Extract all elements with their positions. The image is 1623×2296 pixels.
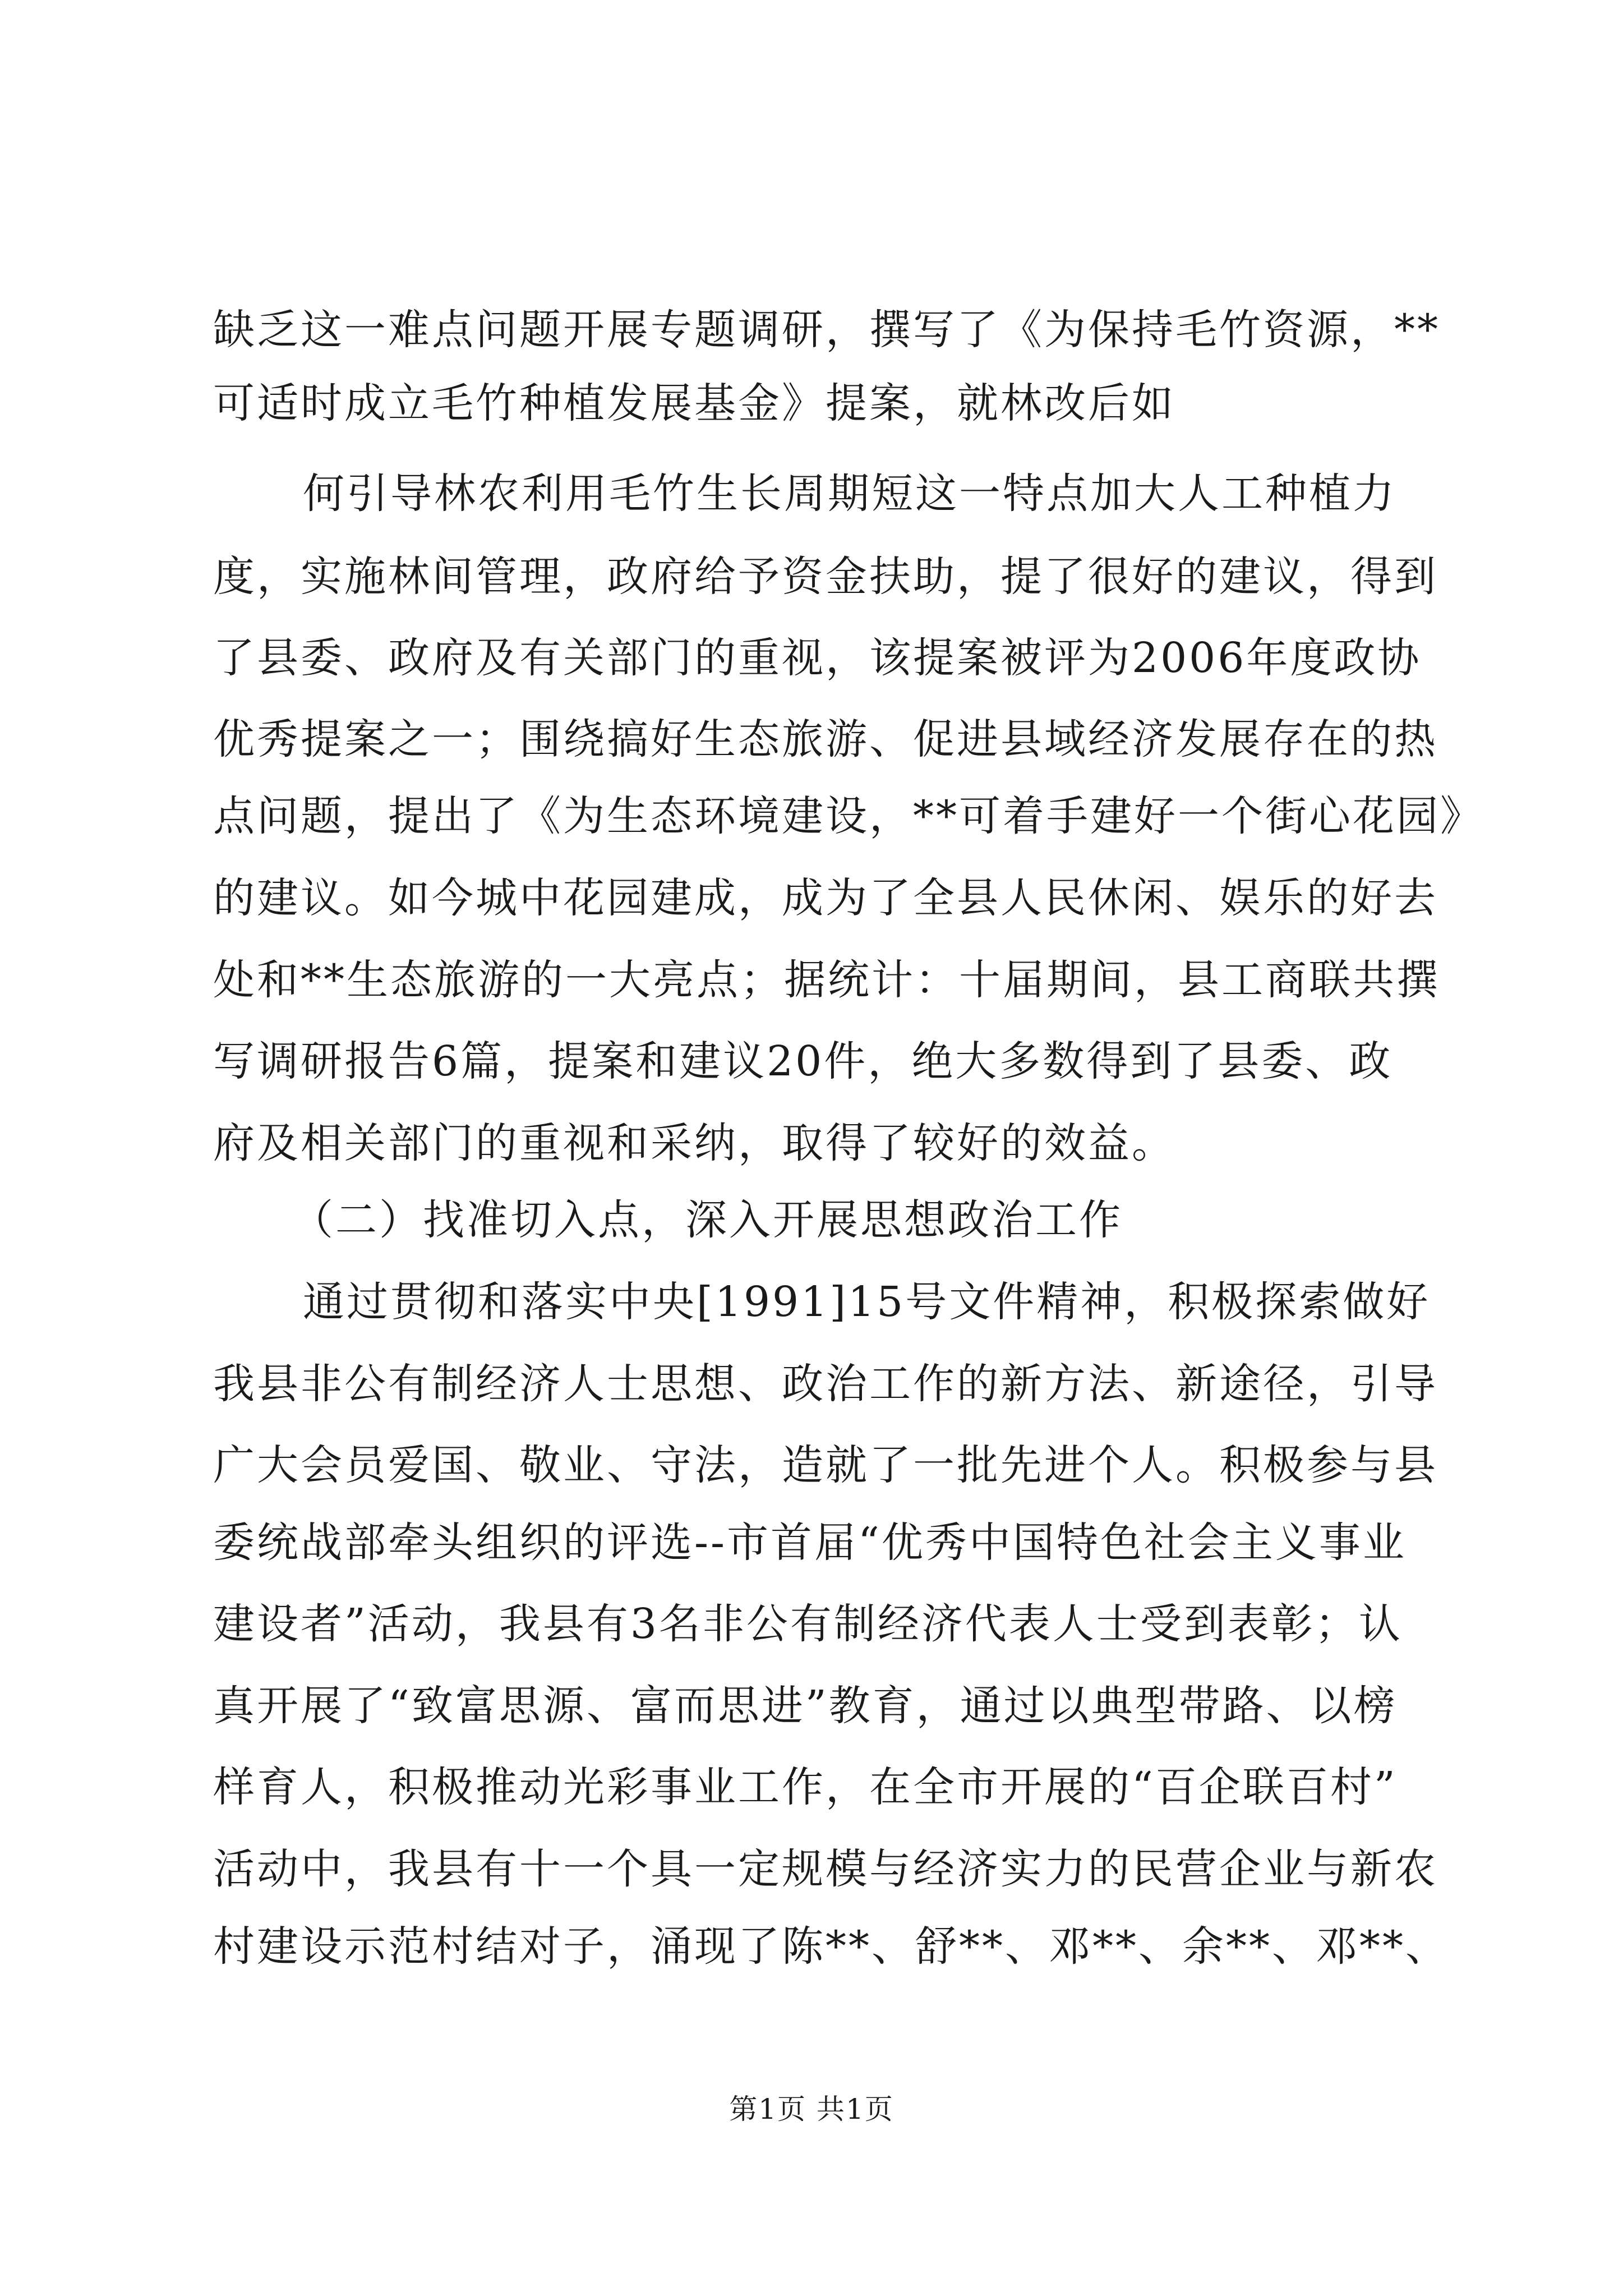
text-line-15: 广大会员爱国、敬业、守法，造就了一批先进个人。积极参与县	[213, 1441, 1438, 1489]
text-line-11: 府及相关部门的重视和采纳，取得了较好的效益。	[213, 1119, 1175, 1167]
text-line-6: 优秀提案之一；围绕搞好生态旅游、促进县域经济发展存在的热	[213, 715, 1438, 763]
section-heading: （二）找准切入点，深入开展思想政治工作	[292, 1196, 1123, 1244]
text-line-5: 了县委、政府及有关部门的重视，该提案被评为2006年度政协	[213, 634, 1422, 682]
paragraph-line-3: 何引导林农利用毛竹生长周期短这一特点加大人工种植力	[303, 470, 1396, 518]
text-line-2: 可适时成立毛竹种植发展基金》提案，就林改后如	[213, 379, 1175, 427]
text-line-4: 度，实施林间管理，政府给予资金扶助，提了很好的建议，得到	[213, 553, 1438, 601]
paragraph-line-13: 通过贯彻和落实中央[1991]15号文件精神，积极探索做好	[303, 1278, 1431, 1326]
text-line-7: 点问题，提出了《为生态环境建设，**可着手建好一个街心花园》	[213, 792, 1484, 840]
text-line-19: 样育人，积极推动光彩事业工作，在全市开展的“百企联百村”	[213, 1763, 1398, 1811]
page-footer: 第1页 共1页	[729, 2093, 894, 2125]
text-line-1: 缺乏这一难点问题开展专题调研，撰写了《为保持毛竹资源，**	[213, 306, 1440, 354]
text-line-17: 建设者”活动，我县有3名非公有制经济代表人士受到表彰；认	[213, 1600, 1403, 1648]
text-line-9: 处和**生态旅游的一大亮点；据统计：十届期间，县工商联共撰	[213, 956, 1440, 1004]
text-line-14: 我县非公有制经济人士思想、政治工作的新方法、新途径，引导	[213, 1360, 1438, 1408]
text-line-21: 村建设示范村结对子，涌现了陈**、舒**、邓**、余**、邓**、	[213, 1922, 1449, 1971]
text-line-18: 真开展了“致富思源、富而思进”教育，通过以典型带路、以榜	[213, 1682, 1398, 1730]
text-line-16: 委统战部牵头组织的评选--市首届“优秀中国特色社会主义事业	[213, 1519, 1407, 1567]
text-line-10: 写调研报告6篇，提案和建议20件，绝大多数得到了县委、政	[213, 1037, 1393, 1085]
text-line-8: 的建议。如今城中花园建成，成为了全县人民休闲、娱乐的好去	[213, 874, 1438, 922]
text-line-20: 活动中，我县有十一个具一定规模与经济实力的民营企业与新农	[213, 1845, 1438, 1893]
